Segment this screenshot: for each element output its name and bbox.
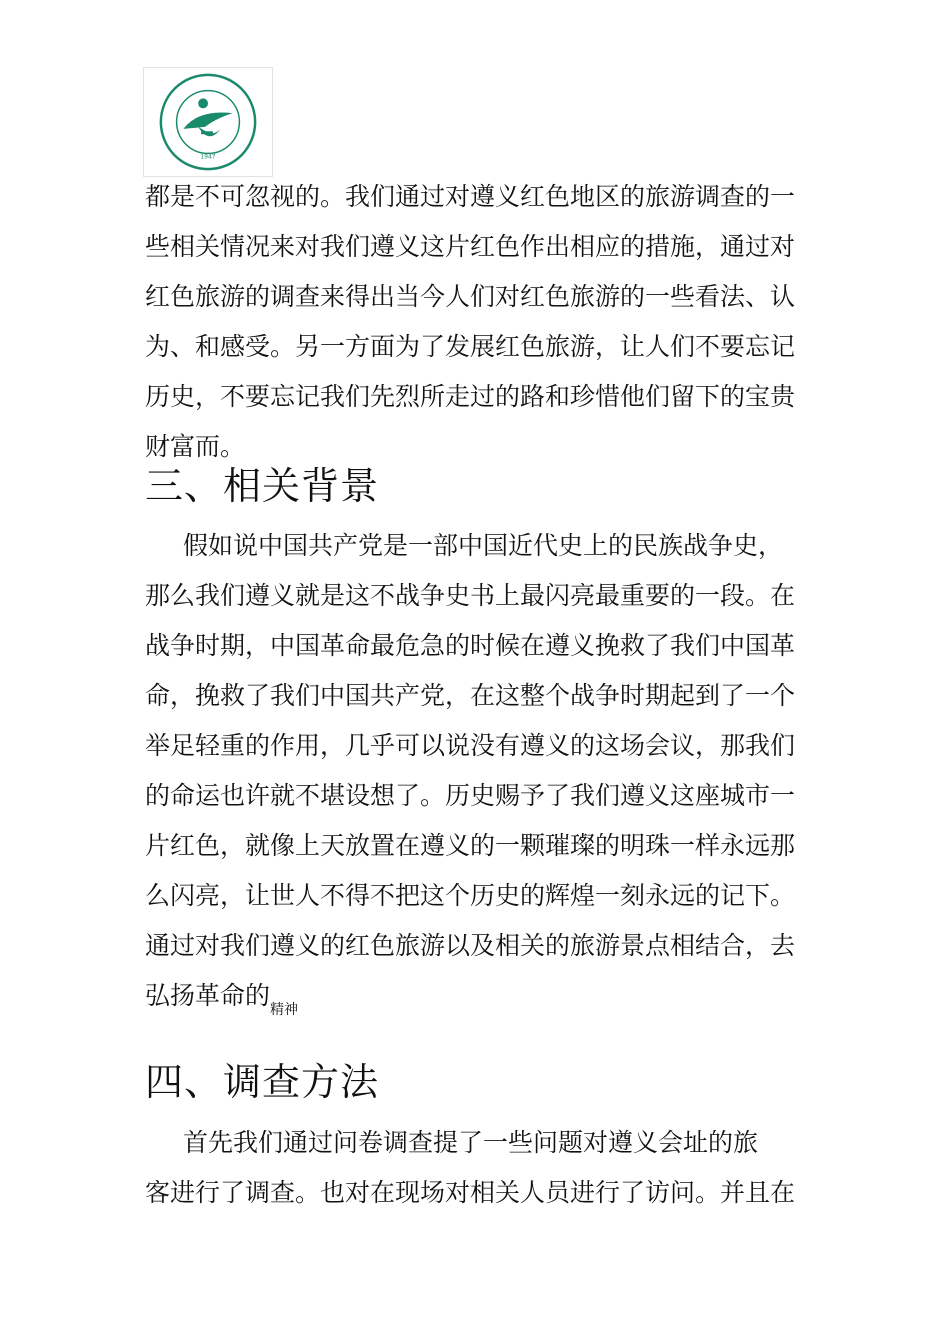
text-line: 假如说中国共产党是一部中国近代史上的民族战争史， xyxy=(183,531,784,560)
college-seal-icon xyxy=(144,68,272,176)
text-line: 么闪亮，让世人不得不把这个历史的辉煌一刻永远的记下。 xyxy=(145,881,796,910)
text-line: 片红色，就像上天放置在遵义的一颗璀璨的明珠一样永远那 xyxy=(145,831,796,860)
text-line-last xyxy=(145,981,298,1025)
text-line: 为、和感受。另一方面为了发展红色旅游，让人们不要忘记 xyxy=(145,332,796,361)
college-logo xyxy=(143,67,273,177)
text-line: 客进行了调查。也对在现场对相关人员进行了访问。并且在 xyxy=(145,1178,796,1207)
text-line: 历史，不要忘记我们先烈所走过的路和珍惜他们留下的宝贵 xyxy=(145,382,796,411)
text-line: 的命运也许就不堪设想了。历史赐予了我们遵义这座城市一 xyxy=(145,781,796,810)
text-line: 红色旅游的调查来得出当今人们对红色旅游的一些看法、认 xyxy=(145,282,796,311)
svg-text:1947: 1947 xyxy=(200,154,216,161)
text-small: 精神 xyxy=(270,1002,299,1018)
text-line: 举足轻重的作用，几乎可以说没有遵义的这场会议，那我们 xyxy=(145,731,796,760)
text-line: 些相关情况来对我们遵义这片红色作出相应的措施，通过对 xyxy=(145,232,796,261)
text-line: 通过对我们遵义的红色旅游以及相关的旅游景点相结合，去 xyxy=(145,931,796,960)
section-heading-background: 三、相关背景 xyxy=(145,464,380,508)
text-line: 都是不可忽视的。我们通过对遵义红色地区的旅游调查的一 xyxy=(145,182,796,211)
text-line: 首先我们通过问卷调查提了一些问题对遵义会址的旅 xyxy=(183,1128,759,1157)
text-line: 那么我们遵义就是这不战争史书上最闪亮最重要的一段。在 xyxy=(145,581,796,610)
text-main: 弘扬革命的 xyxy=(145,981,271,1010)
text-line: 战争时期，中国革命最危急的时候在遵义挽救了我们中国革 xyxy=(145,631,796,660)
section-heading-method: 四、调查方法 xyxy=(145,1060,380,1104)
text-line: 命，挽救了我们中国共产党，在这整个战争时期起到了一个 xyxy=(145,681,796,710)
text-line: 财富而。 xyxy=(145,432,246,461)
